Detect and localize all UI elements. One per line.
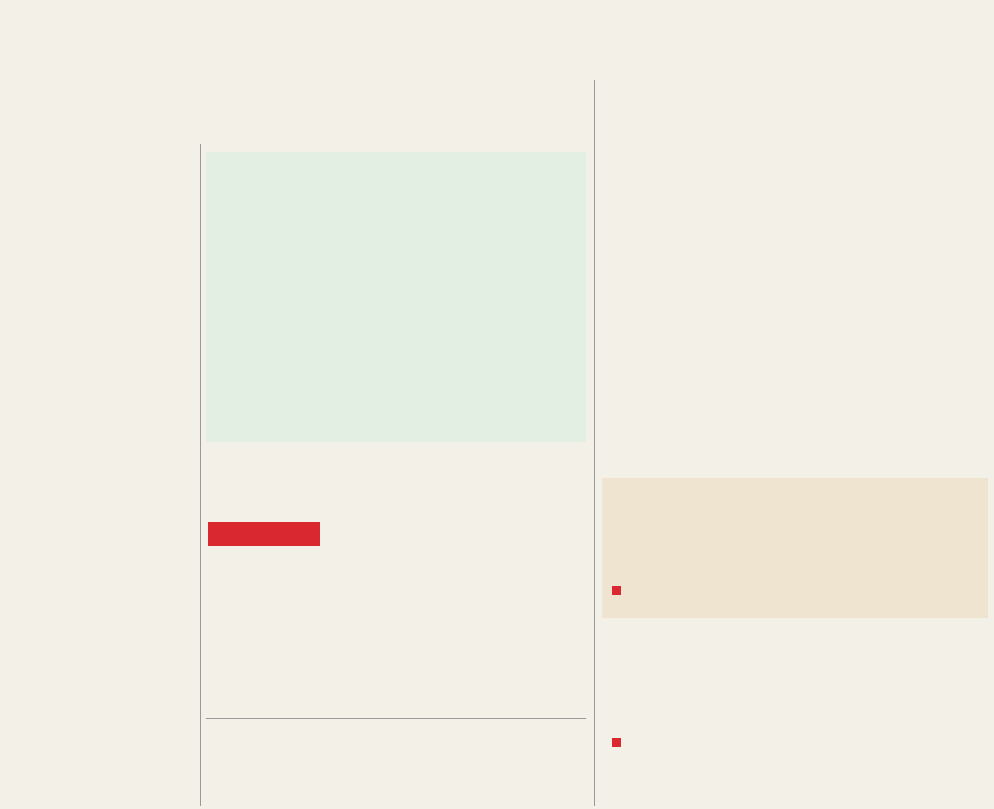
- column-divider-left: [200, 144, 201, 806]
- revenue-law-title: [206, 452, 588, 478]
- column-divider-right: [594, 80, 595, 806]
- right-article-intro: [604, 164, 988, 256]
- bullet-marker: [612, 586, 621, 595]
- drought-text: [612, 656, 982, 728]
- right-inset-title: [604, 260, 764, 328]
- section-divider: [206, 718, 586, 719]
- left-column-text: [8, 178, 196, 804]
- open-jail-box: [206, 152, 586, 442]
- right-subheadline: [602, 82, 988, 158]
- main-headline: [6, 2, 988, 74]
- bullet-marker: [612, 738, 621, 747]
- bottom-column-2: [402, 728, 588, 804]
- left-subheadline: [14, 86, 594, 140]
- kharif-bullet-item: [612, 582, 978, 616]
- byline: [10, 146, 200, 164]
- kharif-box: [602, 478, 988, 618]
- kharif-text: [612, 510, 978, 582]
- revenue-law-text: [206, 484, 586, 704]
- drought-title: [612, 628, 982, 654]
- kharif-title: [610, 482, 980, 508]
- open-jail-title: [212, 158, 580, 212]
- drought-bullet-item: [612, 734, 982, 804]
- bottom-column-1: [206, 728, 392, 804]
- drought-box: [602, 626, 988, 806]
- right-article-text: [604, 332, 988, 474]
- open-jail-text: [214, 218, 578, 434]
